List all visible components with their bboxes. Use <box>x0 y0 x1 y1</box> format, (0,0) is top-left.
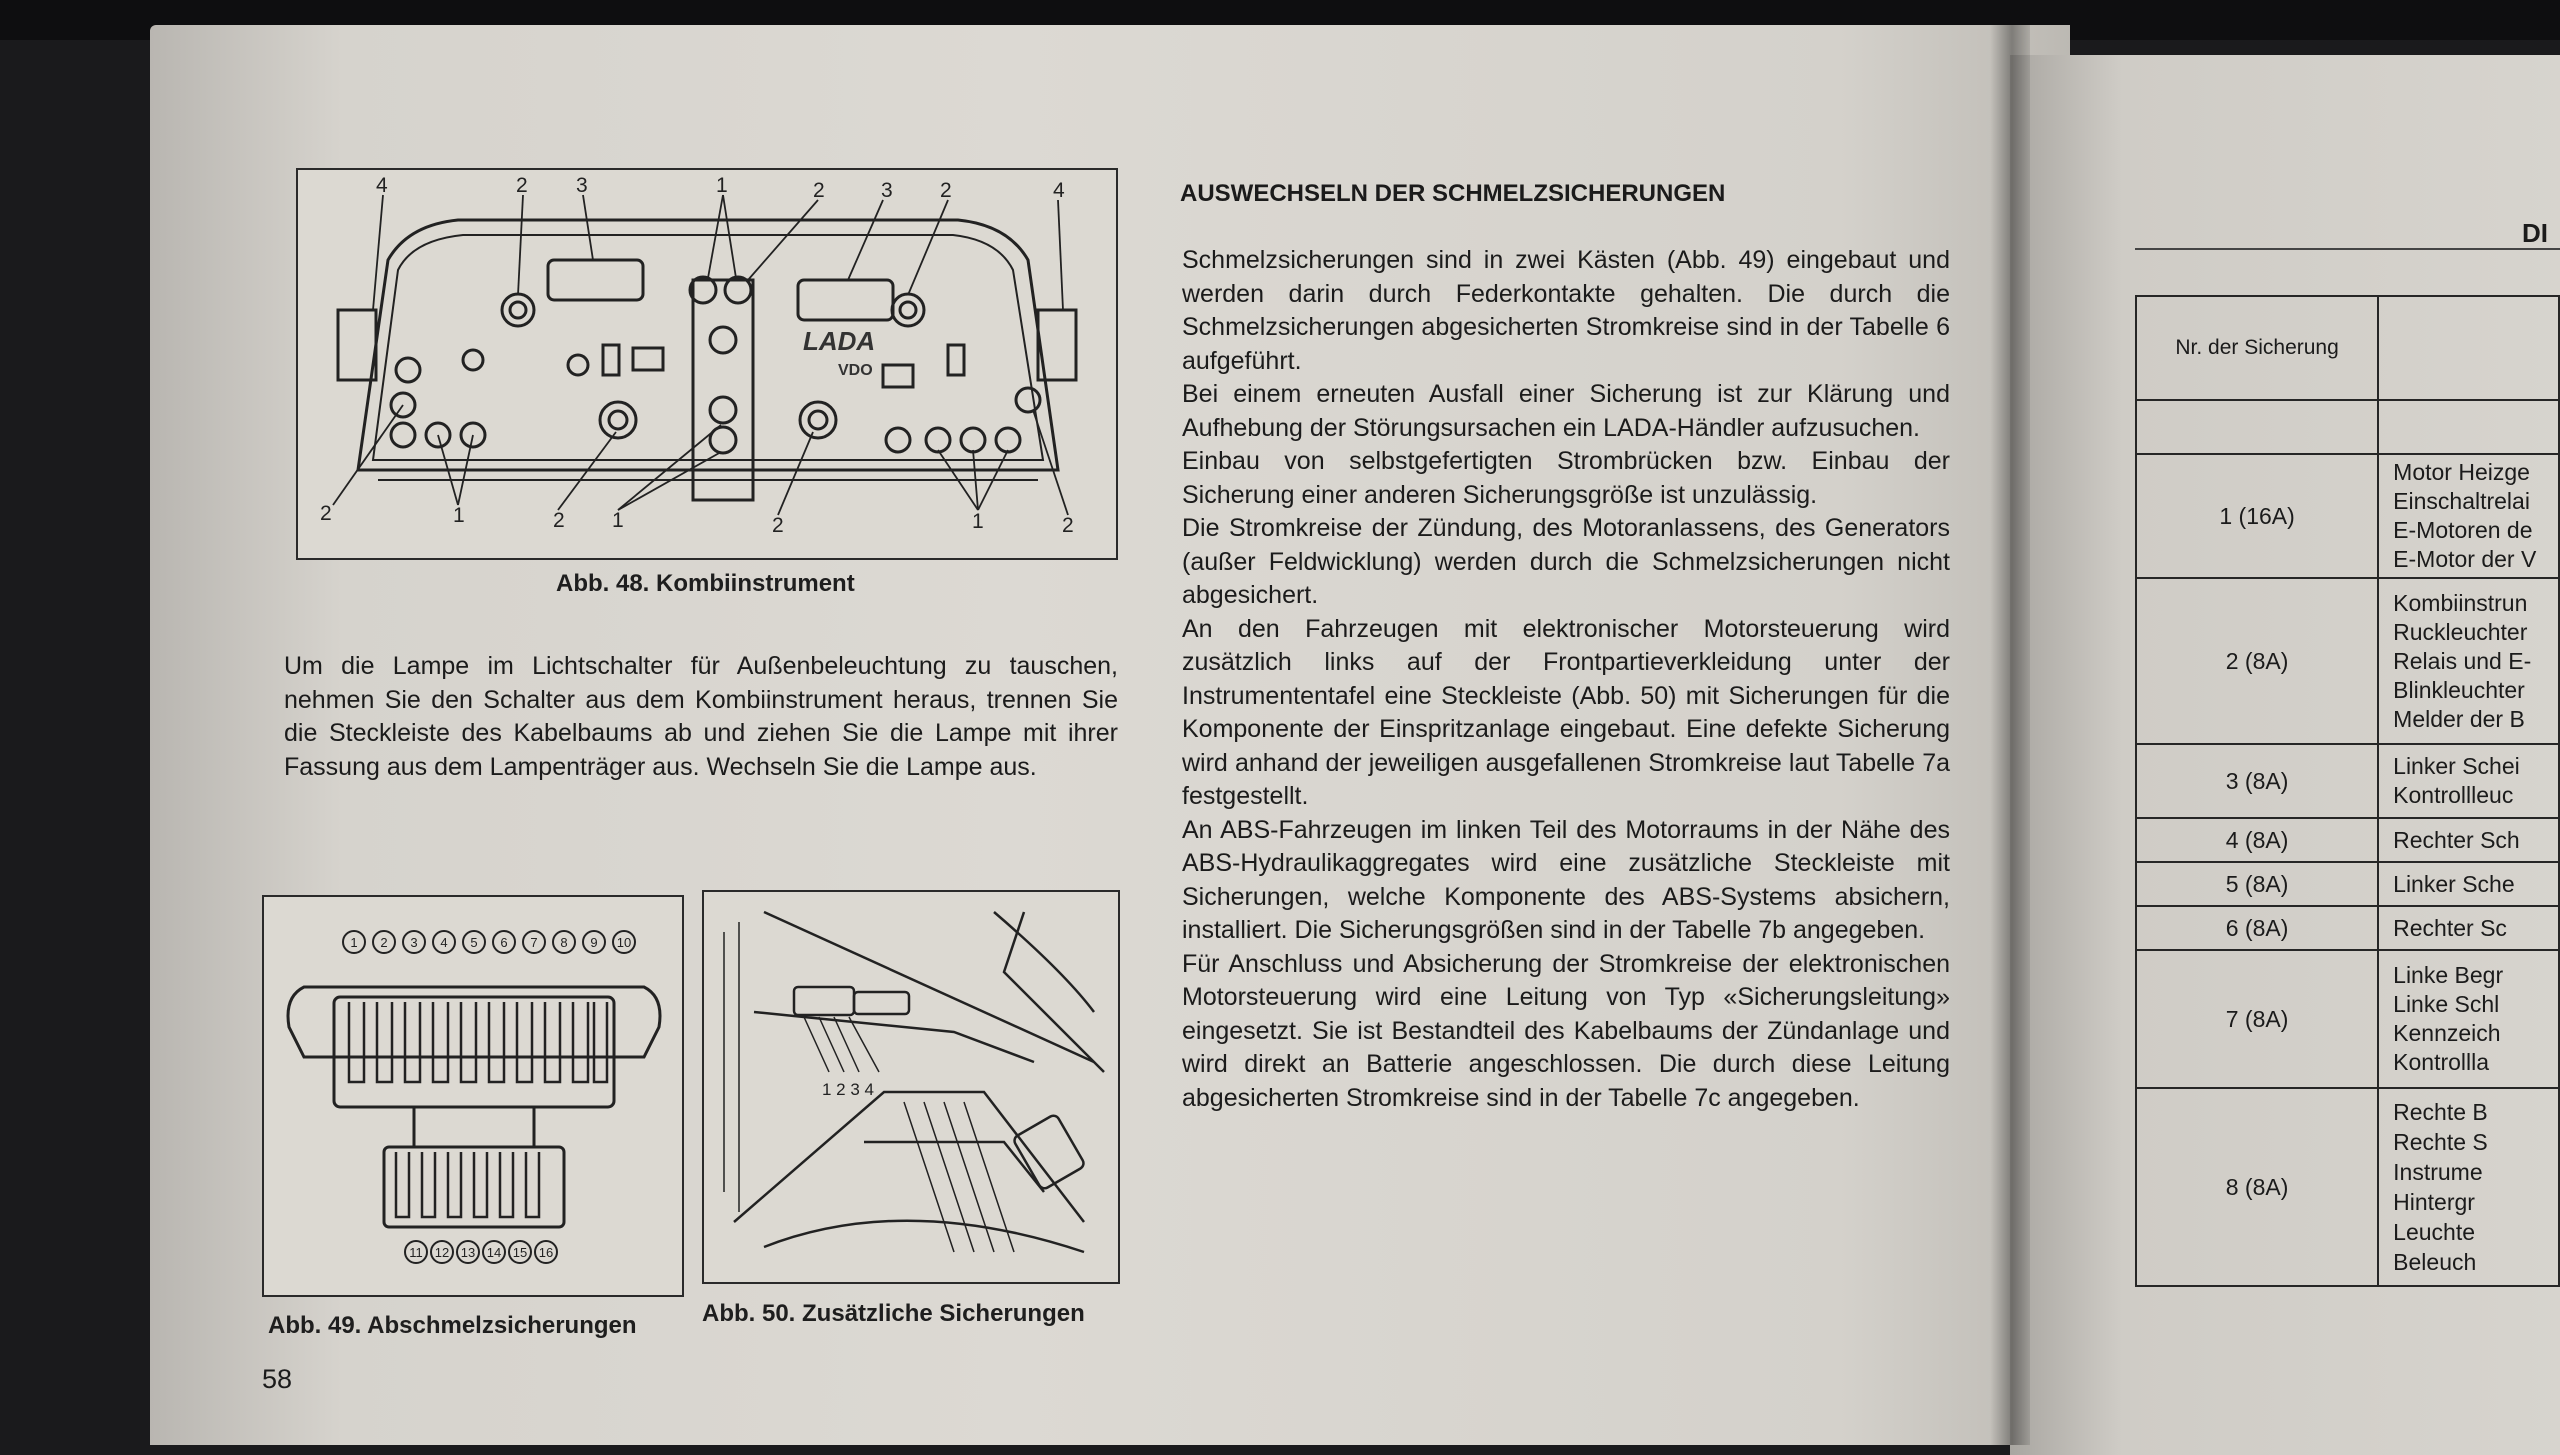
fuse-desc-line: Ruckleuchter <box>2393 618 2528 645</box>
right-text-column <box>1182 244 1950 1115</box>
fig49-number: 3 <box>410 935 418 950</box>
table-row <box>2136 862 2559 906</box>
fuse-desc-line: Melder der B <box>2393 705 2525 732</box>
fuse-desc-line: Rechte B <box>2393 1099 2488 1125</box>
fig48-label: 3 <box>576 174 588 197</box>
fig49-number: 6 <box>500 935 508 950</box>
table-title-fragment: DI <box>2522 218 2548 248</box>
fuse-label: 1 (16A) <box>2219 502 2295 529</box>
fig48-label: 3 <box>881 179 893 202</box>
fig49-number: 5 <box>470 935 478 950</box>
fuse-desc-line: Rechter Sc <box>2393 914 2507 941</box>
left-paragraph: Um die Lampe im Lichtschalter für Außenbeleuchtung zu tauschen, nehmen Sie den Schalter aus dem Kombiinstrument heraus, trennen Sie die Steckleiste des Kabelbaums ab und ziehen Sie die Lampe mit ihrer Fassung aus dem Lampenträger aus. Wechseln Sie die Lampe aus. <box>284 652 1118 781</box>
fig49-number: 16 <box>538 1245 554 1260</box>
figure-49-fuse-box <box>262 895 684 1297</box>
fuse-label: 4 (8A) <box>2225 826 2289 853</box>
fuse-desc-line: Linke Begr <box>2393 962 2504 988</box>
table-row <box>2136 454 2559 578</box>
fig49-number: 7 <box>530 935 538 950</box>
table-row <box>2136 744 2559 818</box>
table-header-fuse-number: Nr. der Sicherung <box>2175 336 2339 359</box>
table-row <box>2136 1088 2559 1286</box>
additional-fuses-drawing <box>704 892 1118 1282</box>
fuse-desc-line: Kontrollla <box>2393 1049 2490 1075</box>
book-gutter <box>1990 25 2030 1445</box>
figure-50-additional-fuses <box>702 890 1120 1284</box>
page-number: 58 <box>262 1364 293 1394</box>
fuse-desc-line: E-Motoren de <box>2393 517 2533 543</box>
fig48-label: 2 <box>516 174 528 197</box>
fuse-label: 6 (8A) <box>2225 914 2289 941</box>
right-paragraph: Schmelzsicherungen sind in zwei Kästen (Abb. 49) eingebaut und werden darin durch Federkontakte gehalten. Die durch die Schmelzsicherungen abgesicherten Stromkreise sind in der Tabelle 6 aufgeführt. <box>1182 246 1950 375</box>
fuse-label: 8 (8A) <box>2225 1173 2289 1200</box>
fig50-numbers: 1 2 3 4 <box>822 1080 874 1099</box>
fuse-desc-line: Rechte S <box>2393 1129 2488 1155</box>
fig48-label: 2 <box>813 179 825 202</box>
figure-49-caption: Abb. 49. Abschmelzsicherungen <box>268 1312 637 1339</box>
table-spacer-row <box>2136 400 2559 454</box>
right-paragraph: An ABS-Fahrzeugen im linken Teil des Motorraums in der Nähe des ABS-Hydraulikaggregates wird eine zusätzliche Steckleiste mit Sicherungen, welche Komponente des ABS-Systems absichern, installiert. Die Sicherungsgrößen sind in der Tabelle 7b angegeben. <box>1182 815 1950 944</box>
table-row <box>2136 818 2559 862</box>
fig49-number: 1 <box>350 935 358 950</box>
fig48-label: 1 <box>716 174 728 197</box>
figure-48-caption: Abb. 48. Kombiinstrument <box>556 570 855 597</box>
fuse-desc-line: Leuchte <box>2393 1219 2476 1245</box>
fuse-label: 5 (8A) <box>2225 870 2289 897</box>
fuse-desc-line: Linker Sche <box>2393 870 2515 897</box>
table-row <box>2136 950 2559 1088</box>
figure-48-instrument-cluster <box>296 168 1118 560</box>
fig48-label: 2 <box>320 502 332 525</box>
fuse-desc-line: Linke Schl <box>2393 991 2500 1017</box>
fuse-desc-line: Kombiinstrun <box>2393 589 2528 616</box>
fig49-number: 9 <box>590 935 598 950</box>
table-top-rule <box>2135 248 2560 250</box>
fig48-label: 4 <box>376 174 388 197</box>
fig48-label: 2 <box>772 514 784 537</box>
fuse-desc-line: Beleuch <box>2393 1249 2477 1275</box>
fig49-number: 13 <box>460 1245 476 1260</box>
fuse-desc-line: Relais und E- <box>2393 647 2532 674</box>
fig48-label: 4 <box>1053 179 1065 202</box>
right-paragraph: Die Stromkreise der Zündung, des Motoranlassens, des Generators (außer Feldwicklung) werden durch die Schmelzsicherungen nicht abgesichert. <box>1182 514 1950 609</box>
fig48-label: 2 <box>940 179 952 202</box>
fig49-number: 14 <box>486 1245 502 1260</box>
right-paragraph: Einbau von selbstgefertigten Strombrücken bzw. Einbau der Sicherung einer anderen Sicherungsgröße ist unzulässig. <box>1182 447 1950 509</box>
fuse-label: 3 (8A) <box>2225 767 2289 794</box>
fig48-label: 2 <box>1062 514 1074 537</box>
right-paragraph: Bei einem erneuten Ausfall einer Sicherung ist zur Klärung und Aufhebung der Störungsursachen ein LADA-Händler aufzusuchen. <box>1182 380 1950 442</box>
fuse-desc-line: Kontrollleuc <box>2393 782 2514 808</box>
fig49-number: 10 <box>616 935 632 950</box>
fig48-label: 2 <box>553 509 565 532</box>
fuse-desc-line: Motor Heizge <box>2393 459 2530 485</box>
fuse-desc-line: Linker Schei <box>2393 753 2520 779</box>
fuse-label: 7 (8A) <box>2225 1005 2289 1032</box>
table-row <box>2136 578 2559 744</box>
fig49-number: 11 <box>409 1245 423 1260</box>
fig48-logo: LADA <box>803 326 876 356</box>
right-paragraph: An den Fahrzeugen mit elektronischer Motorsteuerung wird zusätzlich links auf der Frontpartieverkleidung unter der Instrumententafel eine Steckleiste (Abb. 50) mit Sicherungen für die Komponente der Einspritzanlage eingebaut. Eine defekte Sicherung wird anhand der jeweiligen ausgefallenen Stromkreise laut Tabelle 7a festgestellt. <box>1182 614 1950 810</box>
instrument-cluster-drawing <box>298 170 1116 558</box>
fuse-label: 2 (8A) <box>2225 647 2289 674</box>
fuse-box-drawing <box>264 897 682 1295</box>
fuse-desc-line: Rechter Sch <box>2393 826 2520 853</box>
fuse-desc-line: E-Motor der V <box>2393 546 2537 572</box>
fuse-desc-line: Hintergr <box>2393 1189 2475 1215</box>
table-header-row <box>2136 296 2559 400</box>
fig49-number: 2 <box>380 935 388 950</box>
fig48-label: 1 <box>612 509 624 532</box>
fuse-desc-line: Kennzeich <box>2393 1020 2501 1046</box>
fig48-label: 1 <box>453 504 465 527</box>
right-paragraph: Für Anschluss und Absicherung der Stromkreise der elektronischen Motorsteuerung wird eine Leitung von Typ «Sicherungsleitung» eingesetzt. Sie ist Bestandteil des Kabelbaums der Zündanlage und wird direkt an Batterie angeschlossen. Die durch diese Leitung abgesicherten Stromkreise sind in der Tabelle 7c angegeben. <box>1182 949 1950 1112</box>
fig49-number: 12 <box>434 1245 450 1260</box>
fuse-desc-line: Blinkleuchter <box>2393 676 2525 703</box>
table-row <box>2136 906 2559 950</box>
fig48-label: 1 <box>972 510 984 533</box>
figure-50-caption: Abb. 50. Zusätzliche Sicherungen <box>702 1300 1085 1327</box>
fuse-table <box>2135 295 2560 1287</box>
fig48-vdo: VDO <box>838 362 873 379</box>
section-heading: AUSWECHSELN DER SCHMELZSICHERUNGEN <box>1180 180 1726 207</box>
fig49-number: 4 <box>440 935 448 950</box>
fig49-number: 15 <box>512 1245 528 1260</box>
fuse-desc-line: Instrume <box>2393 1159 2483 1185</box>
fig49-number: 8 <box>560 935 568 950</box>
fuse-desc-line: Einschaltrelai <box>2393 488 2530 514</box>
